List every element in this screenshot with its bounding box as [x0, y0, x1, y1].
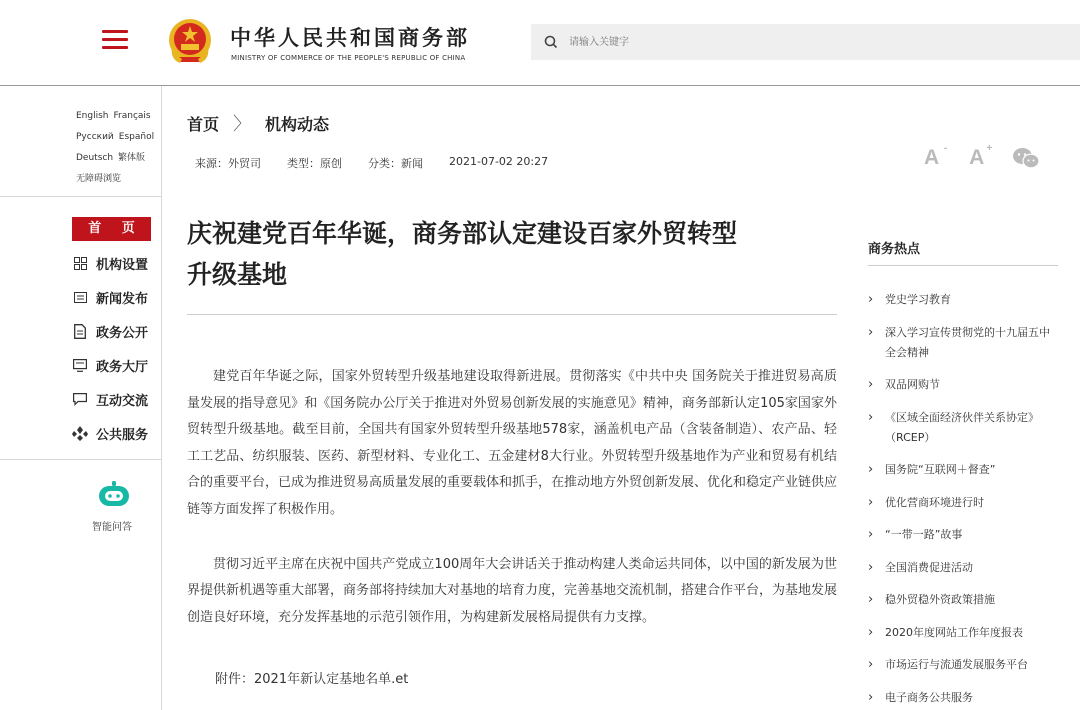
nav-item-label: 政务公开	[96, 325, 149, 341]
nav-item-label: 公共服务	[96, 427, 149, 443]
search-icon[interactable]	[543, 34, 559, 50]
site-header	[0, 0, 1080, 86]
newspaper-icon	[72, 289, 88, 305]
nav-item-label: 机构设置	[96, 257, 149, 273]
font-decrease-button[interactable]: A -	[924, 143, 948, 169]
nav-home-button[interactable]: 首 页	[72, 217, 151, 241]
article-tools	[924, 143, 1040, 170]
lang-french[interactable]: Français	[113, 111, 151, 121]
site-title: 中华人民共和国商务部	[230, 25, 470, 50]
meta-source: 来源：外贸司	[195, 157, 261, 170]
hot-topic-item[interactable]: › 全国消费促进活动	[868, 558, 1058, 578]
monitor-icon	[72, 357, 88, 373]
hot-topic-item[interactable]: › 《区域全面经济伙伴关系协定》（RCEP）	[868, 408, 1058, 448]
grid-icon	[72, 255, 88, 271]
divider	[0, 459, 162, 460]
hot-topics-list	[868, 290, 1058, 710]
article-title: 庆祝建党百年华诞，商务部认定建设百家外贸转型 升级基地	[187, 219, 738, 289]
nav-item-public-service[interactable]	[72, 423, 148, 443]
hot-topic-item[interactable]: › 国务院“互联网＋督查”	[868, 460, 1058, 480]
nav-item-news[interactable]	[72, 287, 148, 307]
language-links	[76, 106, 160, 190]
chat-icon	[72, 391, 88, 407]
meta-datetime: 2021-07-02 20:27	[449, 155, 549, 168]
wechat-share-icon[interactable]	[1012, 147, 1040, 169]
hot-topic-item[interactable]: › 2020年度网站工作年度报表	[868, 623, 1058, 643]
accessibility-link[interactable]: 无障碍浏览	[76, 174, 122, 184]
hot-topics-title: 商务热点	[868, 242, 921, 257]
search-input[interactable]	[569, 32, 1049, 52]
article-paragraph: 贯彻习近平主席在庆祝中国共产党成立100周年大会讲话关于推动构建人类命运共同体，以中国的新发展为世界提供新机遇等重大部署，商务部将持续加大对基地的培育力度，完善基地交流机制，搭建合作平台，为基地发展创造良好环境，充分发挥基地的示范引领作用，为构建新发展格局提供有力支撑。	[187, 556, 838, 625]
service-icon	[72, 425, 88, 441]
lang-german[interactable]: Deutsch	[76, 153, 114, 163]
lang-spanish[interactable]: Español	[118, 132, 155, 142]
document-icon	[72, 323, 88, 339]
menu-icon[interactable]	[102, 30, 128, 50]
attachment-link[interactable]: 2021年新认定基地名单.et	[254, 672, 409, 687]
left-sidebar	[0, 86, 162, 710]
lang-english[interactable]: English	[76, 111, 109, 121]
national-emblem-icon	[166, 17, 214, 67]
divider	[0, 196, 162, 197]
nav-item-interaction[interactable]	[72, 389, 148, 409]
search-bar	[531, 24, 1080, 60]
lang-traditional-chinese[interactable]: 繁体版	[118, 153, 146, 163]
hot-topic-item[interactable]: › 稳外贸稳外资政策措施	[868, 590, 1058, 610]
nav-item-service-hall[interactable]	[72, 355, 148, 375]
chatbot-icon[interactable]	[96, 480, 132, 510]
hot-topic-item[interactable]: › 优化营商环境进行时	[868, 493, 1058, 513]
nav-item-organization[interactable]	[72, 253, 148, 273]
article-paragraph: 建党百年华诞之际，国家外贸转型升级基地建设取得新进展。贯彻落实《中共中央 国务院关于推进贸易高质量发展的指导意见》和《国务院办公厅关于推进对外贸易创新发展的实施意见》精神，商务部新认定105家国家外贸转型升级基地。截至目前，全国共有国家外贸转型升级基地578家，涵盖机电产品（含装备制造）、农产品、轻工工艺品、纺织服装、医药、新型材料、专业化工、五金建材8大行业。外贸转型升级基地作为产业和贸易有机结合的重要平台，已成为推进贸易高质量发展的重要载体和抓手，在推动地方外贸创新发展、优化和稳定产业链供应链等方面发挥了积极作用。	[187, 369, 838, 517]
nav-item-label: 政务大厅	[96, 359, 149, 375]
meta-category: 分类：新闻	[368, 157, 423, 170]
lang-russian[interactable]: Русский	[76, 132, 114, 142]
breadcrumb	[187, 110, 329, 136]
chevron-right-icon: 〉	[233, 114, 252, 135]
article-body	[187, 364, 837, 659]
font-increase-button[interactable]: A +	[969, 143, 993, 169]
meta-type: 类型：原创	[287, 157, 342, 170]
divider	[868, 265, 1058, 266]
hot-topic-item[interactable]: › 市场运行与流通发展服务平台	[868, 655, 1058, 675]
hot-topic-item[interactable]: › 党史学习教育	[868, 290, 1058, 310]
chatbot-label[interactable]: 智能问答	[92, 522, 132, 533]
title-divider	[187, 314, 837, 315]
attachment: 附件：2021年新认定基地名单.et	[215, 672, 409, 687]
nav-item-government-affairs[interactable]	[72, 321, 148, 341]
nav-item-label: 互动交流	[96, 393, 149, 409]
nav-item-label: 新闻发布	[96, 291, 149, 307]
hot-topic-item[interactable]: › 双品网购节	[868, 375, 1058, 395]
hot-topic-item[interactable]: › “一带一路”故事	[868, 525, 1058, 545]
breadcrumb-current[interactable]: 机构动态	[265, 114, 330, 134]
hot-topic-item[interactable]: › 电子商务公共服务	[868, 688, 1058, 708]
site-subtitle: MINISTRY OF COMMERCE OF THE PEOPLE'S REPUBLIC OF CHINA	[231, 54, 466, 62]
breadcrumb-home[interactable]: 首页	[187, 114, 220, 134]
hot-topic-item[interactable]: › 深入学习宣传贯彻党的十九届五中全会精神	[868, 323, 1058, 363]
article-meta	[195, 155, 574, 171]
